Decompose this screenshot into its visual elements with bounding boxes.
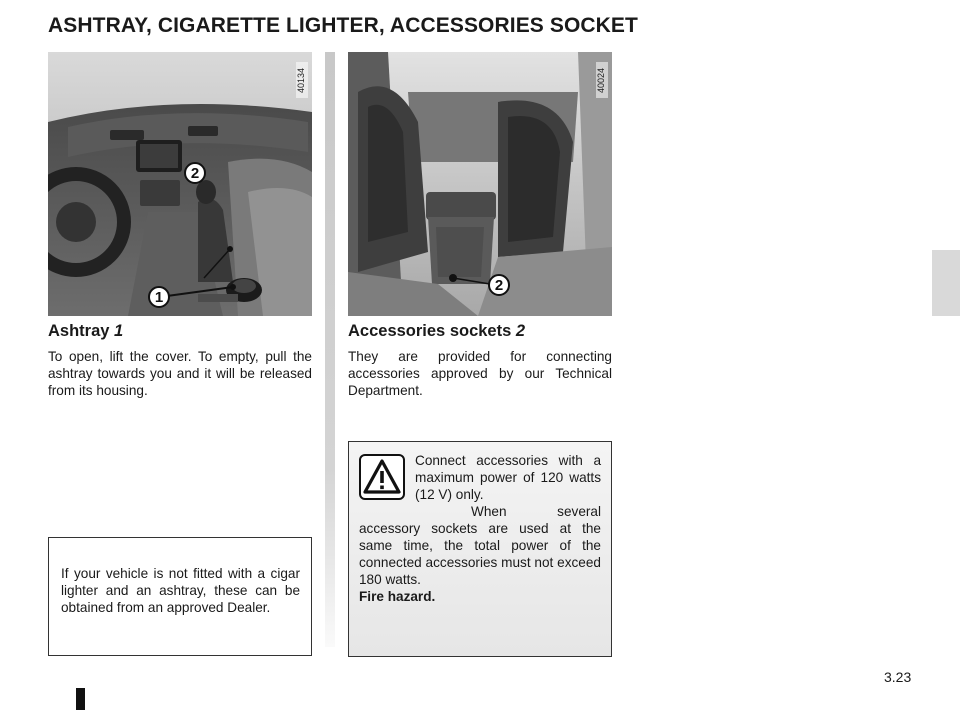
page-title: ASHTRAY, CIGARETTE LIGHTER, ACCESSORIES SOCKET [48,14,638,37]
warning-line-2: When several accessory sockets are used at the same time, the total power of the connected accessories must not exceed 180 watts. [359,504,601,587]
warning-line-3: Fire hazard. [359,589,436,604]
page-number: 3.23 [884,669,912,685]
callout-2: 2 [184,162,206,184]
dashboard-illustration [48,52,312,316]
note-box [48,537,312,656]
ashtray-heading [48,322,123,341]
ashtray-photo [48,52,312,316]
figure-ref: 40134 [296,62,308,98]
warning-box [348,441,612,657]
figure-ref: 40024 [596,62,608,98]
column-divider [325,52,335,647]
page-mark [76,688,85,710]
ashtray-heading-text: Ashtray [48,322,115,340]
rear-console-illustration [348,52,612,316]
sockets-heading [348,322,525,341]
warning-triangle-icon [359,454,405,500]
sockets-text: They are provided for connecting accessories approved by our Technical Department. [348,349,612,398]
callout-2: 2 [488,274,510,296]
ashtray-heading-number: 1 [114,322,124,340]
note-text: If your vehicle is not fitted with a cigar lighter and an ashtray, these can be obtained from an approved Dealer. [61,566,300,615]
chapter-tab [932,250,960,316]
sockets-heading-number: 2 [515,322,526,340]
ashtray-text: To open, lift the cover. To empty, pull the ashtray towards you and it will be released from its housing. [48,349,312,398]
warning-line-1: Connect accessories with a maximum power of 120 watts (12 V) only. [415,453,601,502]
accessories-socket-photo [348,52,612,316]
callout-1: 1 [148,286,170,308]
sockets-heading-text: Accessories sockets [348,322,516,340]
